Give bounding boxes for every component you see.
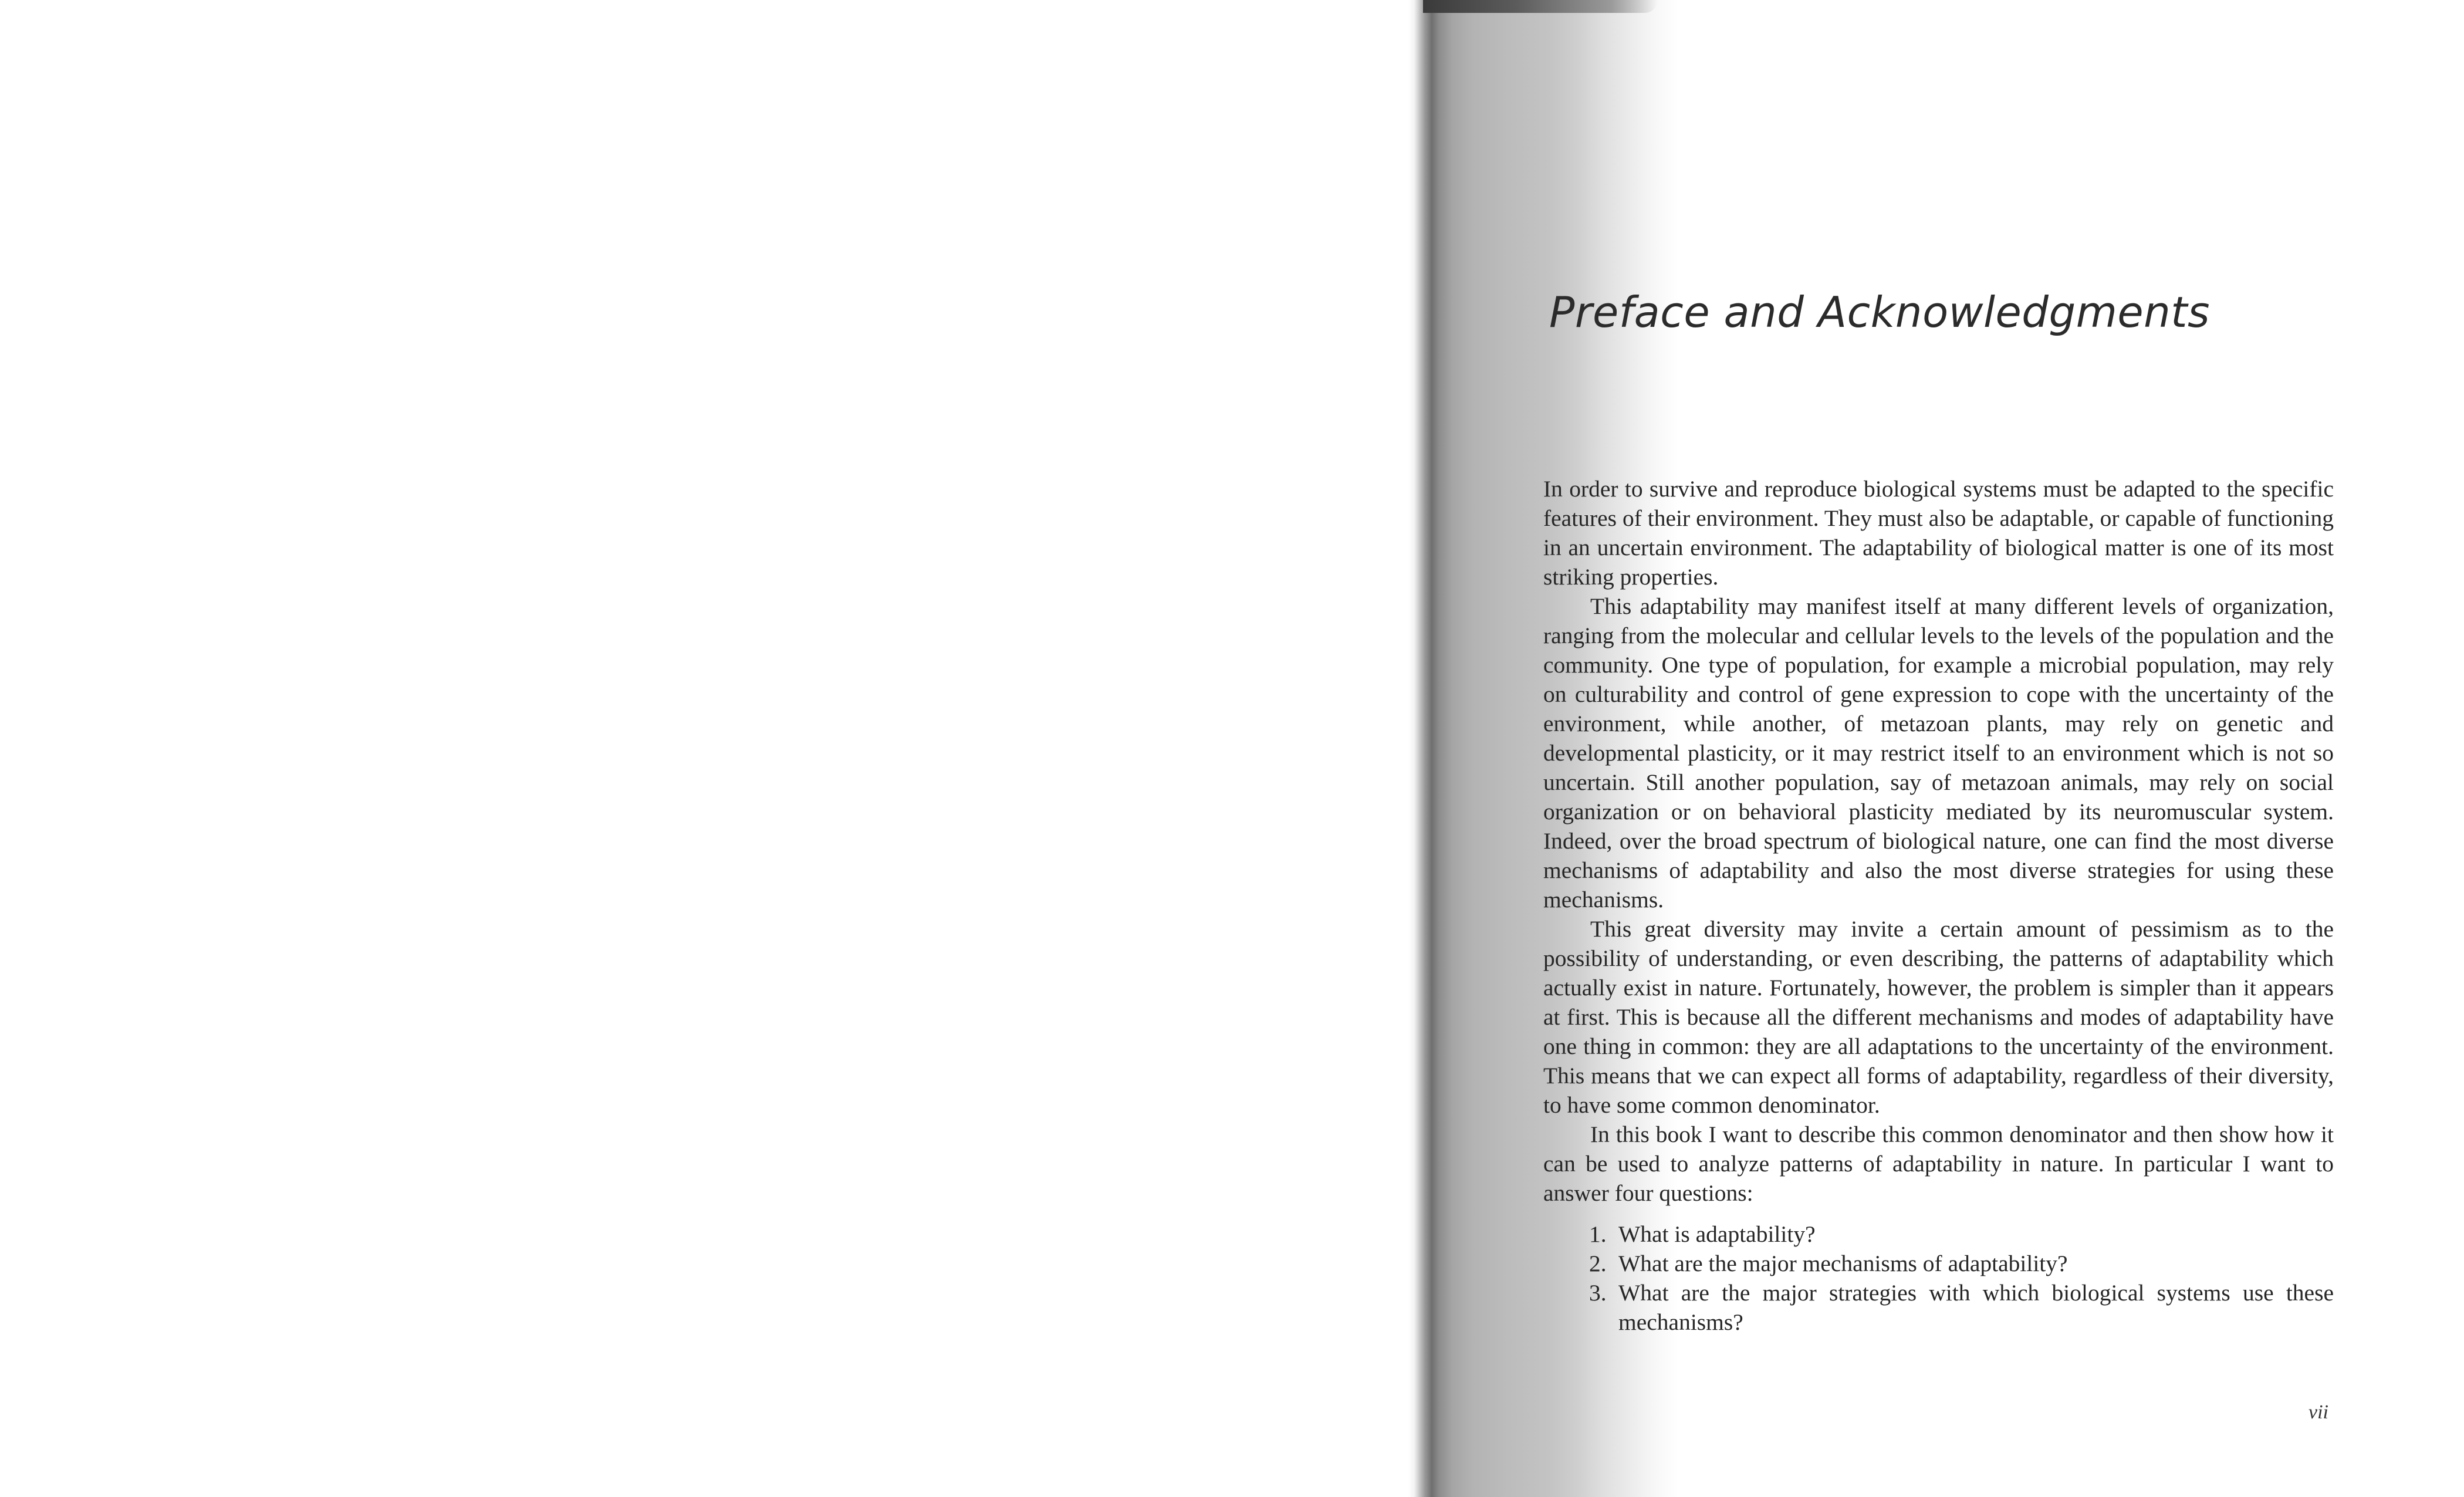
paragraph: This adaptability may manifest itself at many different levels of organization, ranging from the molecular and cellular levels to the levels of the population and the community. One type of population, for example a microbial population, may rely on culturability and control of gene expression to cope with the uncertainty of the environment, while another, of metazoan plants, may rely on genetic and developmental plasticity, or it may restrict itself to an environment which is not so uncertain. Still another population, say of metazoan animals, may rely on social organization or on behavioral plasticity mediated by its neuromuscular system. Indeed, over the broad spectrum of biological nature, one can find the most diverse mechanisms of adaptability and also the most diverse strategies for using these mechanisms. [1543, 593, 2334, 913]
list-item-text: What are the major strategies with which biological systems use these mechanisms? [1618, 1280, 2334, 1335]
chapter-title: Preface and Acknowledgments [1549, 288, 2210, 337]
list-item [1543, 1219, 2334, 1249]
list-item-number: 3. [1589, 1280, 1607, 1306]
list-item-number: 1. [1589, 1221, 1607, 1247]
list-item-text: What is adaptability? [1618, 1221, 1816, 1247]
paragraph: In this book I want to describe this common denominator and then show how it can be used to analyze patterns of adaptability in nature. In particular I want to answer four questions: [1543, 1121, 2334, 1206]
question-list [1543, 1219, 2334, 1337]
paragraph: This great diversity may invite a certain amount of pessimism as to the possibility of understanding, or even describing, the patterns of adaptability which actually exist in nature. Fortunately, however, the problem is simpler than it appears at first. This is because all the different mechanisms and modes of adaptability have one thing in common: they are all adaptations to the uncertainty of the environment. This means that we can expect all forms of adaptability, regardless of their diversity, to have some common denominator. [1543, 916, 2334, 1118]
right-page [1526, 0, 2377, 1497]
list-item-number: 2. [1589, 1251, 1607, 1276]
page-number: vii [2308, 1401, 2328, 1423]
list-item [1543, 1278, 2334, 1337]
paragraph: In order to survive and reproduce biological systems must be adapted to the specific features of their environment. They must also be adaptable, or capable of functioning in an uncertain environment. The adaptability of biological matter is one of its most striking properties. [1543, 476, 2334, 590]
list-item [1543, 1249, 2334, 1278]
body-text [1543, 474, 2334, 1337]
list-item-text: What are the major mechanisms of adaptability? [1618, 1251, 2068, 1276]
